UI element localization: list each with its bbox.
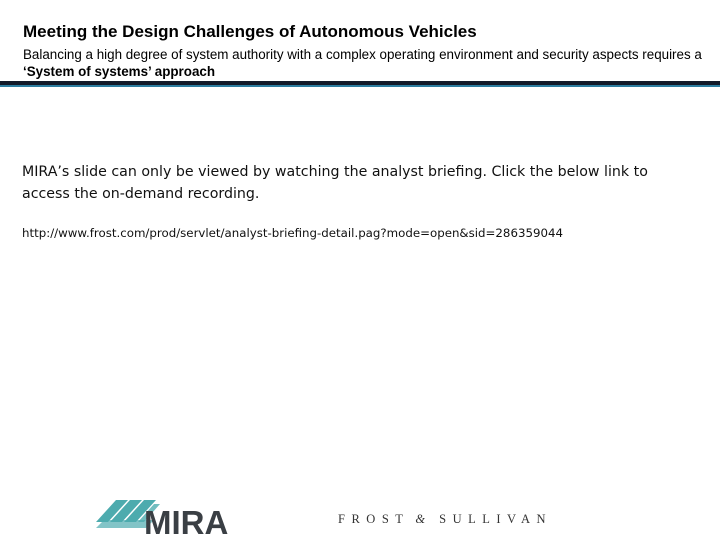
- fs-logo-sullivan: SULLIVAN: [439, 512, 553, 526]
- slide-subtitle: [23, 46, 703, 80]
- frost-sullivan-logo: [338, 512, 552, 527]
- subtitle-bold-text: ‘System of systems’ approach: [23, 64, 216, 79]
- header-accent-rule: [0, 85, 720, 87]
- body-text: MIRA’s slide can only be viewed by watching the analyst briefing. Click the below link to access the on-demand recording.: [22, 164, 648, 202]
- fs-logo-ampersand: &: [415, 512, 426, 526]
- slide-title: Meeting the Design Challenges of Autonomous Vehicles: [23, 22, 477, 41]
- briefing-link[interactable]: http://www.frost.com/prod/servlet/analyst-briefing-detail.pag?mode=open&sid=286359044: [22, 226, 563, 240]
- fs-logo-frost: FROST: [338, 512, 410, 526]
- subtitle-text: Balancing a high degree of system authority with a complex operating environment and security aspects requires a: [23, 47, 702, 62]
- mira-logo-graphic: [94, 498, 249, 536]
- mira-logo: [94, 498, 249, 541]
- mira-logo-text: MIRA: [144, 504, 229, 536]
